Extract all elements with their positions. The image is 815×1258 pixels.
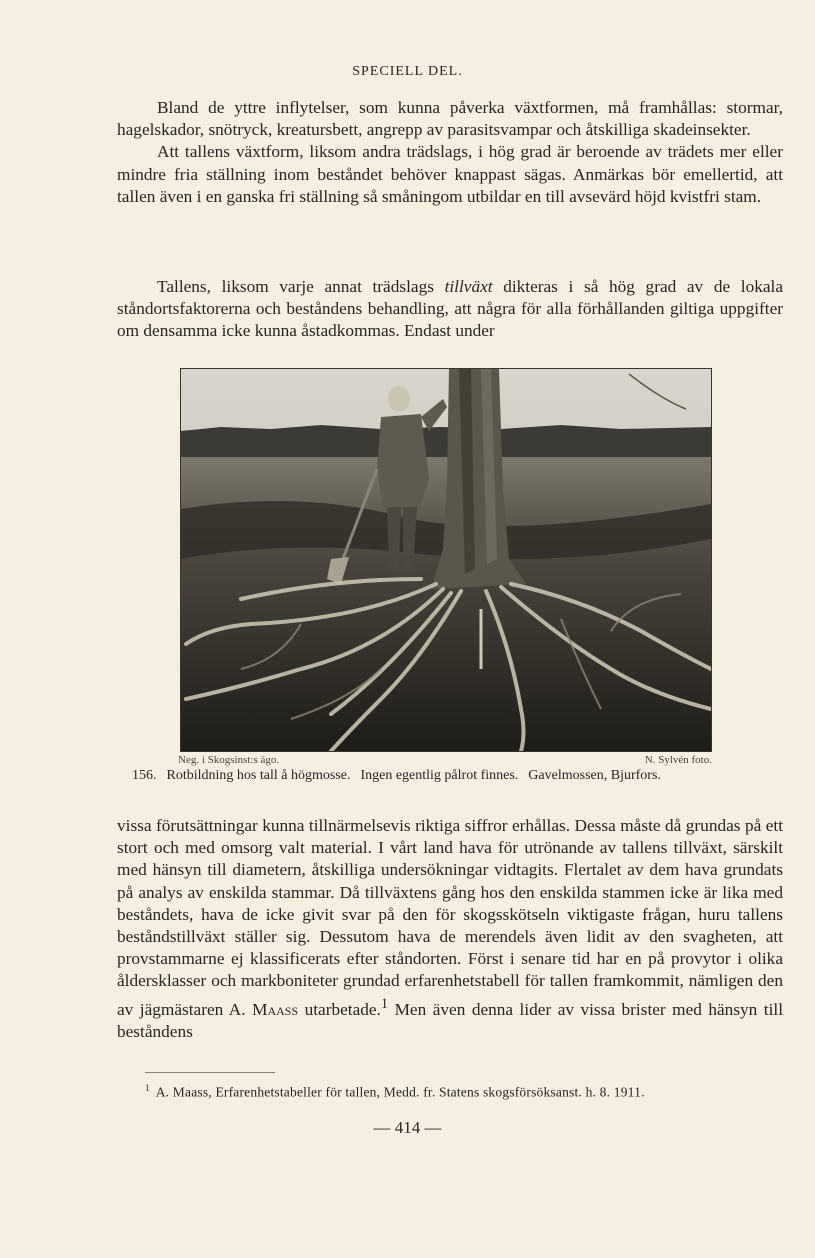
- top-text-block: [117, 97, 783, 208]
- author-name: Maass: [252, 999, 299, 1019]
- growth-text-before: Tallens, liksom varje annat trädslags: [157, 277, 445, 296]
- caption-part-2: Ingen egentlig pålrot finnes.: [360, 768, 519, 783]
- bottom-text-after-1: utarbetade.: [298, 999, 381, 1019]
- negative-credit: Neg. i Skogsinst:s ägo.: [178, 754, 280, 766]
- photographer-credit: N. Sylvén foto.: [644, 754, 712, 766]
- caption-part-1: Rotbildning hos tall å högmosse.: [166, 768, 351, 783]
- page-number: — 414 —: [373, 1118, 442, 1137]
- footnote-reference: 1: [380, 995, 389, 1012]
- growth-italic-term: tillväxt: [444, 277, 493, 296]
- running-header: SPECIELL DEL.: [352, 64, 463, 79]
- bottom-text-before: vissa förutsättningar kunna tillnärmelsevis riktiga siffror erhållas. Dessa måste då grundas på ett stort och med omsorg valt material. I vårt land hava för utrönande av tallens tillväxt, särskilt med hänsyn till diametern, åtskilliga undersökningar vidtagits. Flertalet av dem hava grundats på analys av enskilda stammar. Då tillväxtens gång hos den enskilda stammen icke är lika med beståndets, hava de icke givit svar på den för skogsskötseln viktigaste frågan, huru tallens beståndstillväxt ställer sig. Dessutom hava de merendels även lidit av den svagheten, att provstammarne ej klassificerats efter ståndorten. Först i senare tid har en på provytor i olika åldersklasser och markboniteter grundad erfarenhetstabell för tallen framkommit, nämligen den av jägmästaren A.: [117, 816, 783, 1019]
- figure-number: 156.: [132, 768, 157, 783]
- growth-text-after: dikteras i så hög grad av de lokala ståndortsfaktorerna och beståndens behandling, att några för alla förhållanden giltiga uppgifter om densamma icke kunna åstadkommas. Endast under: [117, 277, 783, 341]
- paragraph-growth-form: Att tallens växtform, liksom andra trädslags, i hög grad är beroende av trädets mer eller mindre fria ställning inom beståndet behöver knappast sägas. Anmärkas bör emellertid, att tallen även i en ganska fri ställning så småningom utbildar en till avsevärd höjd kvistfri stam.: [117, 142, 783, 206]
- figure-photograph: [180, 368, 712, 752]
- photo-illustration: [181, 369, 711, 751]
- paragraph-bottom: [117, 815, 783, 1043]
- caption-part-3: Gavelmossen, Bjurfors.: [528, 768, 661, 783]
- paragraph-growth: [117, 276, 783, 343]
- footnote: [145, 1083, 765, 1101]
- figure-caption: [132, 768, 752, 784]
- footnote-text: A. Maass, Erfarenhetstabeller för tallen, Medd. fr. Statens skogsförsöksanst. h. 8. 1911.: [155, 1084, 645, 1100]
- footnote-divider: [145, 1072, 275, 1073]
- bottom-text-after-2: Men även denna lider av vissa brister med hänsyn till beståndens: [117, 999, 784, 1041]
- footnote-mark: 1: [145, 1083, 150, 1093]
- paragraph-influences: Bland de yttre inflytelser, som kunna påverka växtformen, må framhållas: stormar, hagelskador, snötryck, kreatursbett, angrepp av parasitsvampar och åtskilliga skadeinsekter.: [117, 98, 783, 140]
